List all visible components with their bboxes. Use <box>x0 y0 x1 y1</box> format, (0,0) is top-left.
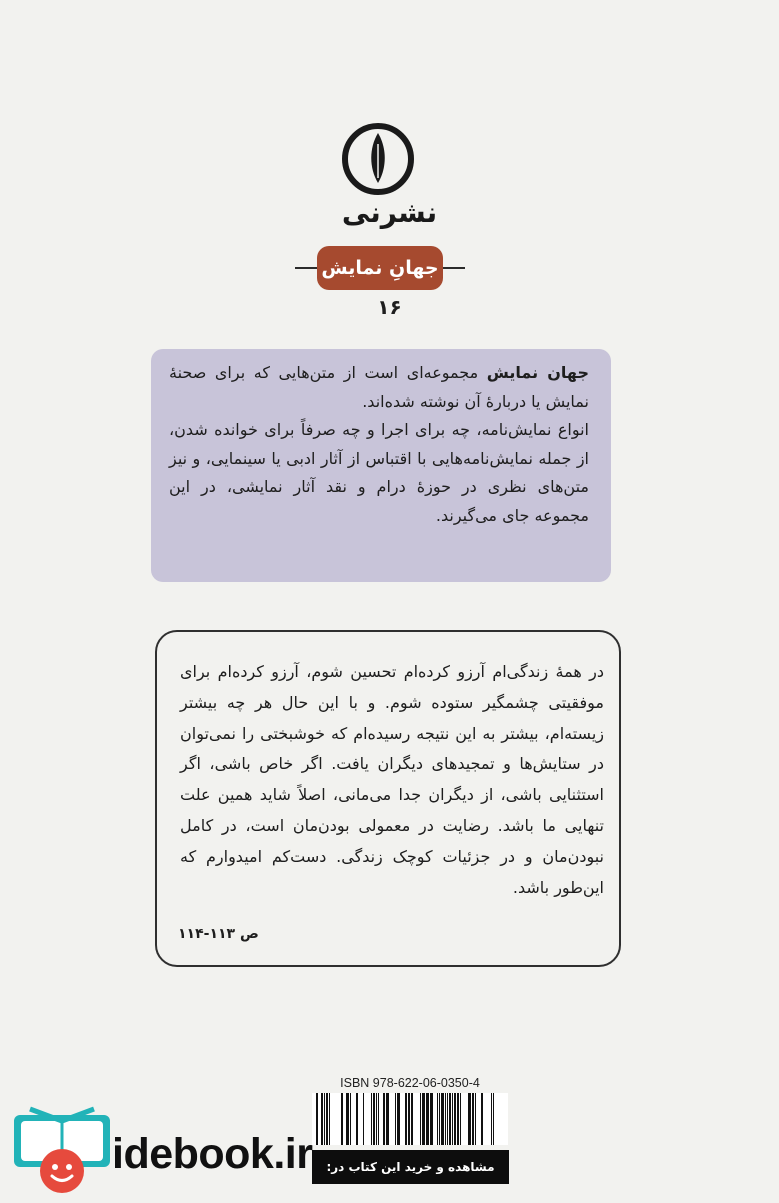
isbn-label: ISBN 978-622-06-0350-4 <box>340 1076 480 1090</box>
quote-page-reference: ص ۱۱۳-۱۱۴ <box>178 926 259 942</box>
series-name: جهانِ نمایش <box>317 246 443 290</box>
quote-text: در همهٔ زندگی‌ام آرزو کرده‌ام تحسین شوم، آرزو کرده‌ام برای موفقیتی چشمگیر ستوده شوم. و با این حال هر چه بیشتر زیسته‌ام، بیشتر به این نتیجه رسیده‌ام که خوشبختی را نمی‌توان در ستایش‌ها و تمجیدهای دیگران یافت. اگر خاص باشی، اگر استثنایی باشی، از دیگران جدا می‌مانی، اصلاً شاید همین علت تنهایی ما باشد. رضایت در معمولی بودن‌مان است، در کامل نبودن‌مان و در جزئیات کوچک زندگی. دست‌کم امیدوارم که این‌طور باشد. <box>180 662 604 897</box>
isbn-barcode <box>312 1093 508 1145</box>
idebook-logo-icon <box>12 1097 112 1193</box>
publisher-name: نشرنی <box>341 196 438 229</box>
nashr-e-ney-logo <box>339 120 417 198</box>
description-bold-lead: جهان نمایش <box>486 363 589 382</box>
description-paragraph-2: انواع نمایش‌نامه، چه برای اجرا و چه صرفاً برای خوانده شدن، از جمله نمایش‌نامه‌هایی با اقتباس از آثار ادبی یا سینمایی، و نیز متن‌های نظری در حوزهٔ درام و نقد آثار نمایشی، در این مجموعه جای می‌گیرند. <box>169 420 589 525</box>
series-badge <box>295 246 465 290</box>
description-paragraph-1 <box>169 359 589 416</box>
series-number: ۱۶ <box>377 295 402 319</box>
series-description <box>169 359 589 530</box>
idebook-site-name: idebook.ir <box>112 1130 313 1178</box>
description-paragraph-1-rest: مجموعه‌ای است از متن‌هایی که برای صحنهٔ نمایش یا دربارهٔ آن نوشته شده‌اند. <box>169 363 589 411</box>
idebook-caption: مشاهده و خرید این کتاب در: <box>312 1150 509 1184</box>
series-description-box <box>151 349 611 582</box>
